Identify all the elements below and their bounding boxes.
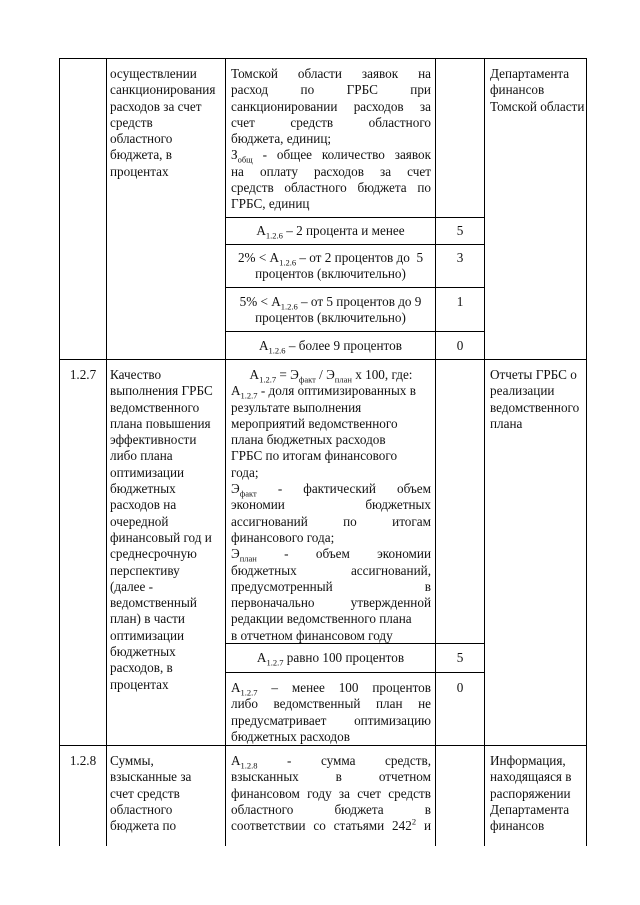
indicator-name: Суммы, взысканные за счет средств областного бюджета по	[110, 753, 192, 834]
criteria-divider	[225, 287, 485, 288]
table-right-border	[586, 58, 587, 846]
criterion-score: 1	[456, 294, 464, 309]
indicator-number: 1.2.8	[69, 753, 97, 768]
row-border	[59, 359, 586, 360]
criterion-text: $А_{1.2.6} - 2$ процента и менее	[256, 223, 405, 241]
data-source: Информация, находящаяся в распоряжении Департамента финансов	[490, 753, 572, 834]
table-left-border	[59, 58, 60, 846]
criterion-text: $А_{1.2.7}$ – менее 100 процентов либо ведомственный план не предусматривает оптимизацию бюджетных расходов	[231, 680, 431, 744]
criterion-text: $А_{1.2.7}$ равно 100 процентов	[256, 650, 405, 668]
criterion-score: 0	[456, 680, 464, 695]
criterion-score: 0	[456, 338, 464, 353]
criteria-divider	[225, 217, 485, 218]
data-source: Департамента финансов Томской области	[490, 66, 585, 114]
criterion-score: 3	[456, 250, 464, 265]
indicator-name: осуществлении санкционирования расходов за счет средств областного бюджета, в процентах	[110, 66, 216, 179]
data-source: Отчеты ГРБС о реализации ведомственного плана	[490, 367, 580, 431]
criterion-text: $2\% < А_{1.2.6}$ – от 2 процентов до 5 процентов (включительно)	[237, 250, 424, 282]
column-border	[435, 58, 436, 846]
criterion-score: 5	[456, 650, 464, 665]
indicator-formula: Томской области заявок на расход по ГРБС при санкционировании расходов за счет средств областного бюджета, единиц; $З_{общ}$ - общее количество заявок на оплату расходов за счет средств областного бюджета по ГРБС, единиц	[231, 66, 431, 212]
criteria-divider	[225, 672, 485, 673]
column-border	[225, 58, 226, 846]
indicator-formula: $А_{1.2.7} = Э_{факт} / Э_{план}$ x 100, где: $А_{1.2.7}$ - доля оптимизированных в результате выполнения мероприятий ведомственного плана бюджетных расходов ГРБС по итогам финансового года; $Э_{факт}$ - фактический объем экономии бюджетных ассигнований по итогам финансового года; $Э_{план}$ - объем экономии бюджетных ассигнований, предусмотренный в первоначально утвержденной редакции ведомственного плана в отчетном финансовом году	[231, 367, 431, 643]
table-top-border	[59, 58, 586, 59]
criterion-text: $А_{1.2.6}$ – более 9 процентов	[259, 338, 402, 356]
indicator-number: 1.2.7	[69, 367, 97, 382]
formula-line-zobsh: $З_{общ}$ - общее количество заявок	[231, 147, 431, 166]
indicator-formula: $А_{1.2.8}$ - сумма средств, взысканных в отчетном финансовом году за счет средств областного бюджета в соответствии со статьями $242^2$ и	[231, 753, 432, 834]
criterion-text: $5\% < А_{1.2.6}$ – от 5 процентов до 9 процентов (включительно)	[239, 294, 422, 326]
criteria-divider	[225, 331, 485, 332]
column-border	[106, 58, 107, 846]
criterion-score: 5	[456, 223, 464, 238]
column-border	[484, 58, 485, 846]
indicator-name: Качество выполнения ГРБС ведомственного плана повышения эффективности либо плана оптимизации бюджетных расходов на очередной финансовый год и среднесрочную перспективу (далее - ведомственный план) в части оптимизации бюджетных расходов, в процентах	[110, 367, 213, 692]
criteria-divider	[225, 244, 485, 245]
